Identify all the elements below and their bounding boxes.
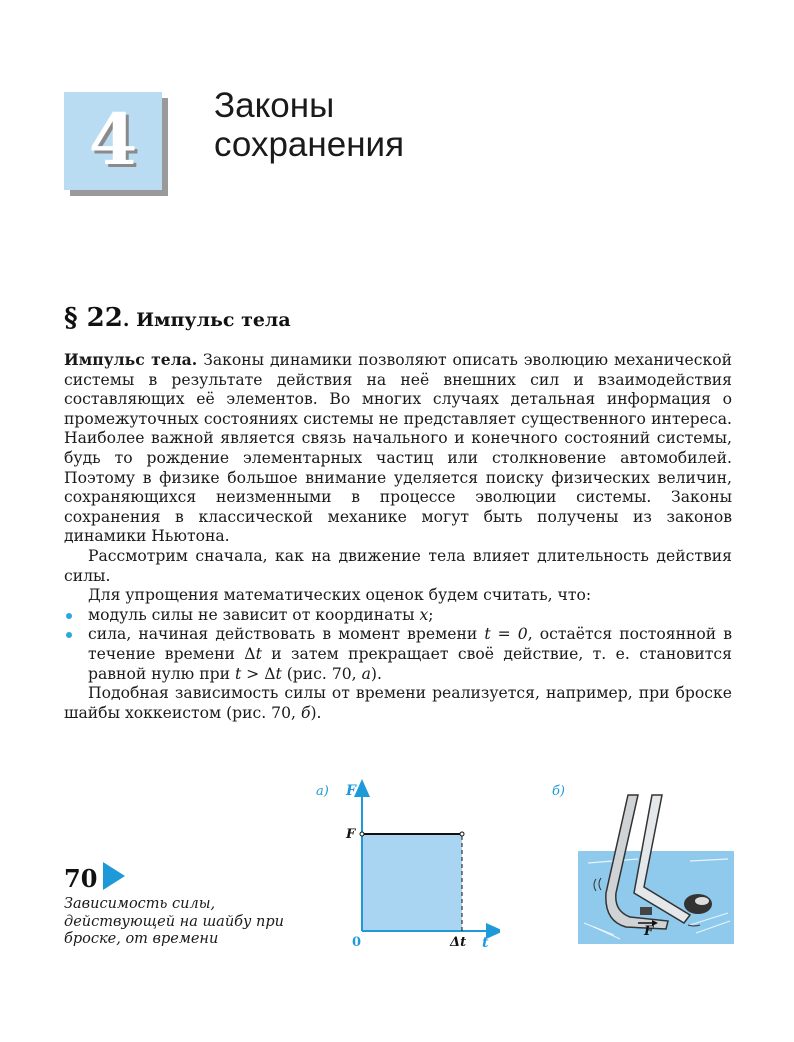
origin-label: 0 xyxy=(352,935,362,950)
paragraph-1 xyxy=(64,350,732,547)
hockey-illustration xyxy=(540,775,740,950)
y-axis-label: F xyxy=(346,783,356,799)
panel-label-a: а) xyxy=(316,784,329,799)
level-end-point xyxy=(460,832,464,836)
chapter-number-box xyxy=(64,92,162,190)
impulse-area xyxy=(362,834,462,931)
chapter-title xyxy=(214,86,634,164)
x-axis-label: t xyxy=(482,935,489,951)
force-time-graph xyxy=(300,775,500,955)
panel-label-b: б) xyxy=(552,784,566,799)
chapter-number: 4 xyxy=(88,98,138,181)
paragraph-1-text: Законы динамики позволяют описать эволюцию механической системы в результате действия на неё внешних сил и взаимодействия составляющих её элементов. Во многих случаях детальная информация о промежуточных состояниях системы не представляет существенного интереса. Наиболее важной является связь начального и конечного состояний системы, будь то рождение элементарных частиц или столкновение автомобилей. Поэтому в физике большое внимание уделяется поиску физических величин, сохраняющихся неизменными в процессе эволюции системы. Законы сохранения в классической механике могут быть получены из законов динамики Ньютона. xyxy=(64,351,732,546)
list-item: модуль силы не зависит от координаты x; xyxy=(64,606,732,626)
section-heading xyxy=(64,303,291,333)
bullet-icon xyxy=(66,632,72,638)
section-number: § 22 xyxy=(64,303,123,333)
figure-number-row xyxy=(64,862,284,894)
level-start-point xyxy=(360,832,364,836)
paragraph-3: Для упрощения математических оценок будем считать, что: xyxy=(88,586,592,605)
bullet-icon xyxy=(66,613,72,619)
body-text xyxy=(64,350,732,723)
section-title: . Импульс тела xyxy=(122,309,291,331)
figure-caption-text: Зависимость силы, действующей на шайбу при броске, от времени xyxy=(64,896,284,947)
force-level-label: F xyxy=(346,827,356,842)
list-item: сила, начиная действовать в момент времени t = 0, остаётся постоянной в течение времени Δt и затем прекращает своё действие, т. е. становится равной нулю при t > Δt (рис. 70, а). xyxy=(64,625,732,684)
force-vector-label: F xyxy=(644,924,654,939)
bullet-list xyxy=(64,606,732,684)
delta-t-label: Δt xyxy=(450,935,467,950)
figure-number: 70 xyxy=(64,864,98,893)
paragraph-lead: Импульс тела. xyxy=(64,350,198,369)
paragraph-4: Подобная зависимость силы от времени реализуется, например, при броске шайбы хоккеистом (рис. 70, б). xyxy=(64,684,732,722)
figure-caption xyxy=(64,862,284,949)
paragraph-2: Рассмотрим сначала, как на движение тела влияет длительность действия силы. xyxy=(64,546,732,585)
triangle-arrow-icon xyxy=(103,862,125,890)
chapter-title-text: Законы сохранения xyxy=(214,86,405,164)
